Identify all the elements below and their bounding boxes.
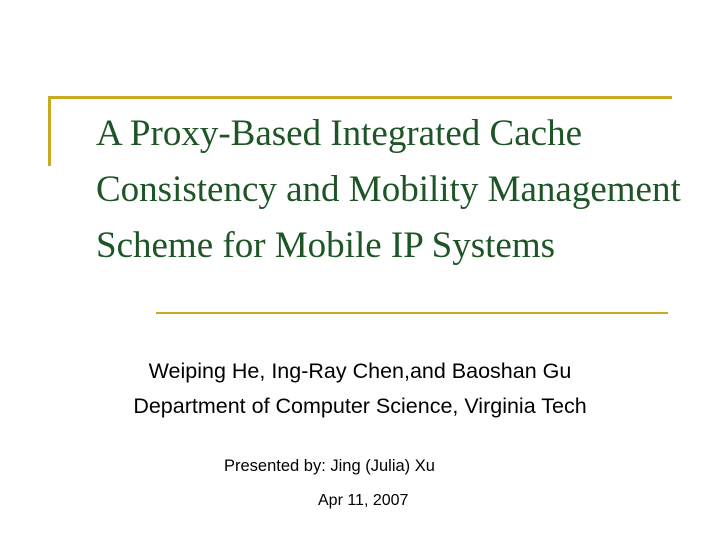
decorative-left-line	[48, 96, 51, 166]
presentation-date: Apr 11, 2007	[318, 492, 409, 509]
decorative-top-line	[48, 96, 672, 99]
presenter-line: Presented by: Jing (Julia) Xu	[224, 457, 435, 475]
author-affiliation: Department of Computer Science, Virginia Tech	[133, 394, 587, 418]
author-block	[60, 354, 660, 424]
slide-title: A Proxy-Based Integrated Cache Consistency and Mobility Management Scheme for Mobile IP Systems	[96, 113, 681, 266]
author-names: Weiping He, Ing-Ray Chen,and Baoshan Gu	[148, 359, 572, 383]
decorative-title-underline	[156, 312, 668, 314]
